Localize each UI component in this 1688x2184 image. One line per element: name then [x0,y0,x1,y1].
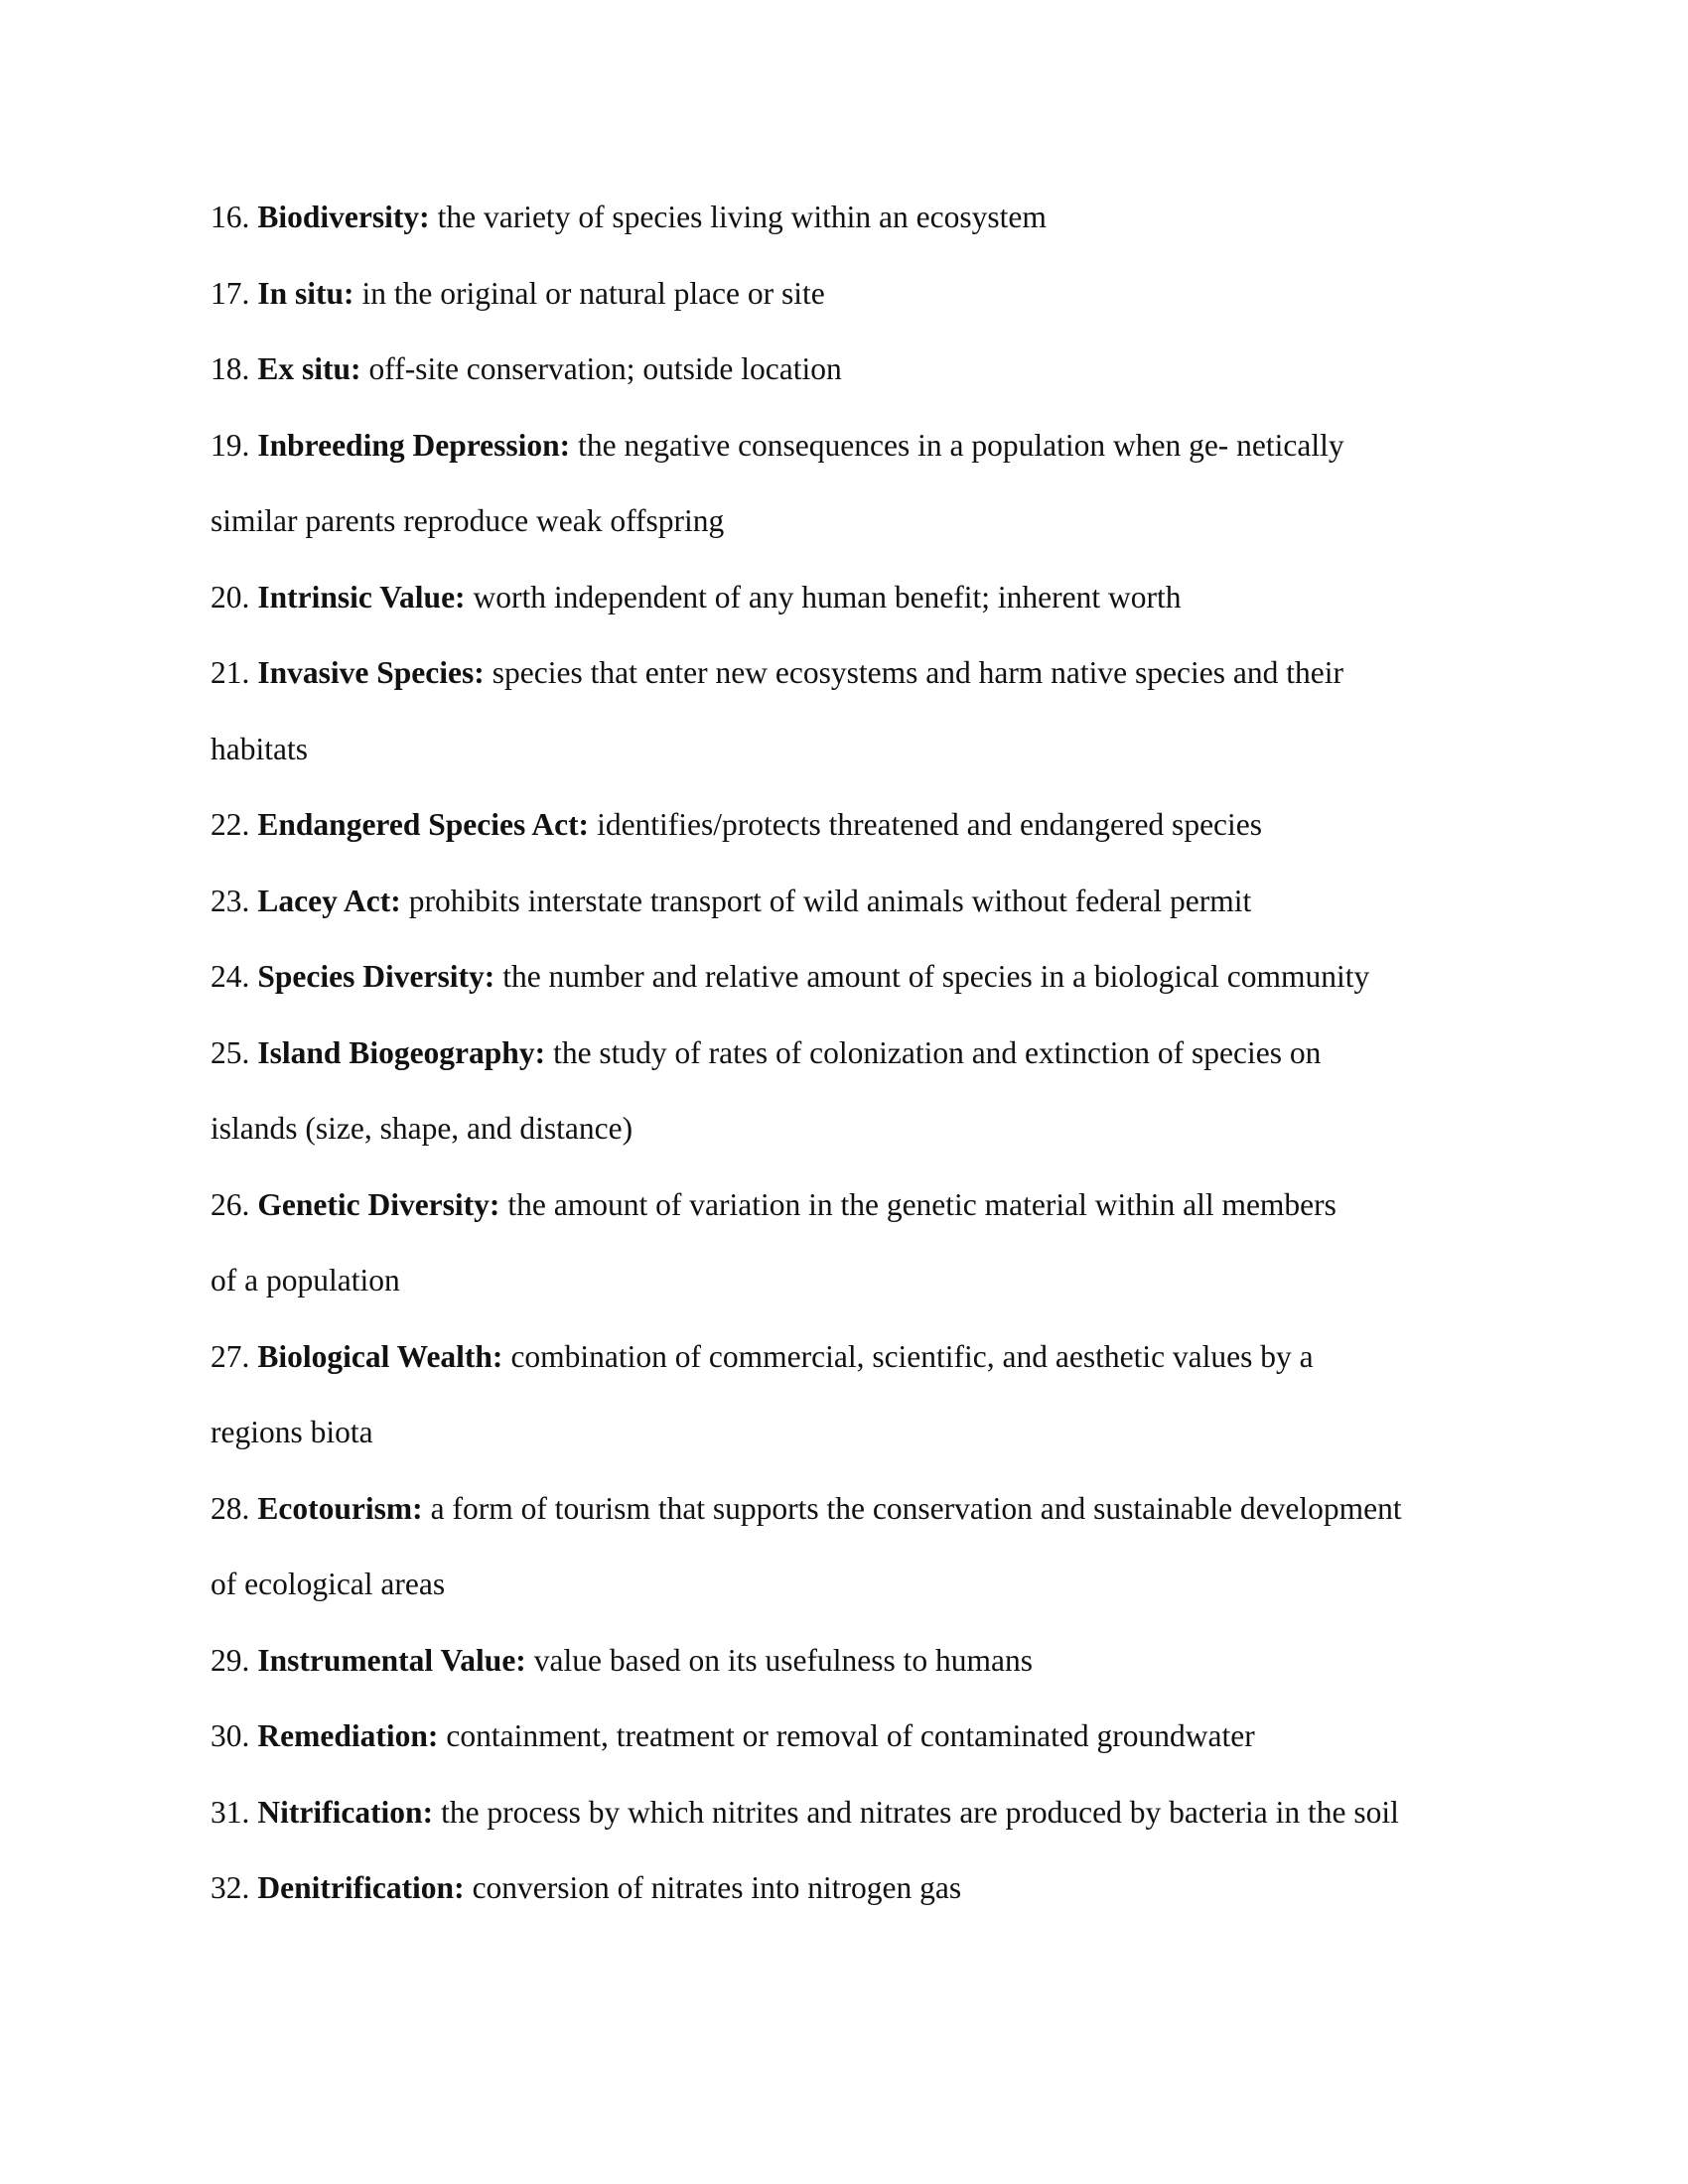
entry-term: Remediation: [257,1718,439,1753]
entry-term: Ex situ: [257,351,361,386]
glossary-entry [211,190,1501,266]
entry-continuation-line: of ecological areas [211,1567,446,1601]
entry-number: 19. [211,427,250,463]
entry-term: Island Biogeography: [257,1034,546,1070]
entry-term: Nitrification: [257,1794,434,1830]
entry-number: 20. [211,579,250,614]
entry-definition: a form of tourism that supports the conservation and sustainable development [430,1490,1402,1526]
glossary-entry [211,949,1501,1025]
entry-continuation-line: regions biota [211,1415,373,1449]
entry-term: Intrinsic Value: [257,579,466,614]
glossary-entry [211,1177,1501,1329]
glossary-entry [211,874,1501,950]
entry-definition: value based on its usefulness to humans [533,1642,1033,1678]
entry-first-line [211,1860,1501,1937]
entry-first-line [211,1177,1501,1254]
entry-first-line [211,1481,1501,1558]
glossary-entry [211,1025,1501,1177]
entry-number: 27. [211,1338,250,1374]
entry-term: Inbreeding Depression: [257,427,571,463]
entry-number: 17. [211,275,250,311]
glossary-entry [211,418,1501,570]
entry-continuation-line: similar parents reproduce weak offspring [211,503,725,538]
glossary-entry [211,341,1501,418]
entry-definition: the study of rates of colonization and extinction of species on [553,1034,1322,1070]
entry-definition: the amount of variation in the genetic material within all members [507,1186,1336,1222]
entry-term: Instrumental Value: [257,1642,526,1678]
entry-definition: in the original or natural place or site [361,275,825,311]
entry-definition: conversion of nitrates into nitrogen gas [472,1870,962,1905]
entry-number: 28. [211,1490,250,1526]
entry-first-line [211,645,1501,722]
entry-term: Genetic Diversity: [257,1186,500,1222]
entry-first-line [211,266,1501,342]
entry-term: Endangered Species Act: [257,807,590,842]
entry-number: 29. [211,1642,250,1678]
entry-term: Lacey Act: [257,883,401,918]
entry-term: Invasive Species: [257,655,485,690]
entry-definition: combination of commercial, scientific, and aesthetic values by a [510,1338,1314,1374]
entry-number: 22. [211,807,250,842]
entry-definition: species that enter new ecosystems and harm native species and their [492,655,1343,690]
entry-first-line [211,1633,1501,1709]
entry-first-line [211,1025,1501,1102]
entry-continuation-line: islands (size, shape, and distance) [211,1111,633,1146]
entry-number: 32. [211,1870,250,1905]
entry-term: Species Diversity: [257,959,495,994]
entry-number: 24. [211,959,250,994]
entry-number: 16. [211,200,250,234]
glossary-entry [211,645,1501,797]
entry-number: 18. [211,351,250,386]
entry-definition: the process by which nitrites and nitrates are produced by bacteria in the soil [441,1794,1399,1830]
entry-number: 23. [211,883,250,918]
entry-first-line [211,190,1501,266]
entry-definition: prohibits interstate transport of wild animals without federal permit [408,883,1252,918]
glossary-entry [211,1708,1501,1785]
entry-definition: worth independent of any human benefit; inherent worth [473,579,1182,614]
entry-continuation-line: habitats [211,731,308,766]
entry-number: 21. [211,655,250,690]
entry-definition: the variety of species living within an ecosystem [437,200,1047,234]
entry-definition: off-site conservation; outside location [368,351,842,386]
glossary-list [211,190,1501,1937]
entry-first-line [211,570,1501,646]
glossary-entry [211,1481,1501,1633]
entry-first-line [211,874,1501,950]
entry-first-line [211,1708,1501,1785]
entry-first-line [211,1329,1501,1406]
entry-term: Biodiversity: [257,200,430,234]
entry-term: Ecotourism: [257,1490,423,1526]
entry-term: Denitrification: [257,1870,465,1905]
entry-definition: the negative consequences in a population when ge- netically [578,427,1344,463]
glossary-entry [211,1785,1501,1861]
glossary-entry [211,266,1501,342]
entry-number: 26. [211,1186,250,1222]
entry-definition: identifies/protects threatened and endangered species [597,807,1263,842]
entry-number: 30. [211,1718,250,1753]
entry-number: 25. [211,1034,250,1070]
glossary-entry [211,570,1501,646]
entry-first-line [211,1785,1501,1861]
entry-first-line [211,341,1501,418]
entry-continuation-line: of a population [211,1263,400,1297]
glossary-entry [211,1860,1501,1937]
glossary-entry [211,1329,1501,1481]
entry-definition: containment, treatment or removal of contaminated groundwater [446,1718,1255,1753]
entry-first-line [211,418,1501,494]
entry-first-line [211,949,1501,1025]
entry-term: In situ: [257,275,354,311]
entry-definition: the number and relative amount of species in a biological community [502,959,1370,994]
entry-first-line [211,797,1501,874]
glossary-entry [211,1633,1501,1709]
entry-number: 31. [211,1794,250,1830]
entry-term: Biological Wealth: [257,1338,503,1374]
glossary-entry [211,797,1501,874]
